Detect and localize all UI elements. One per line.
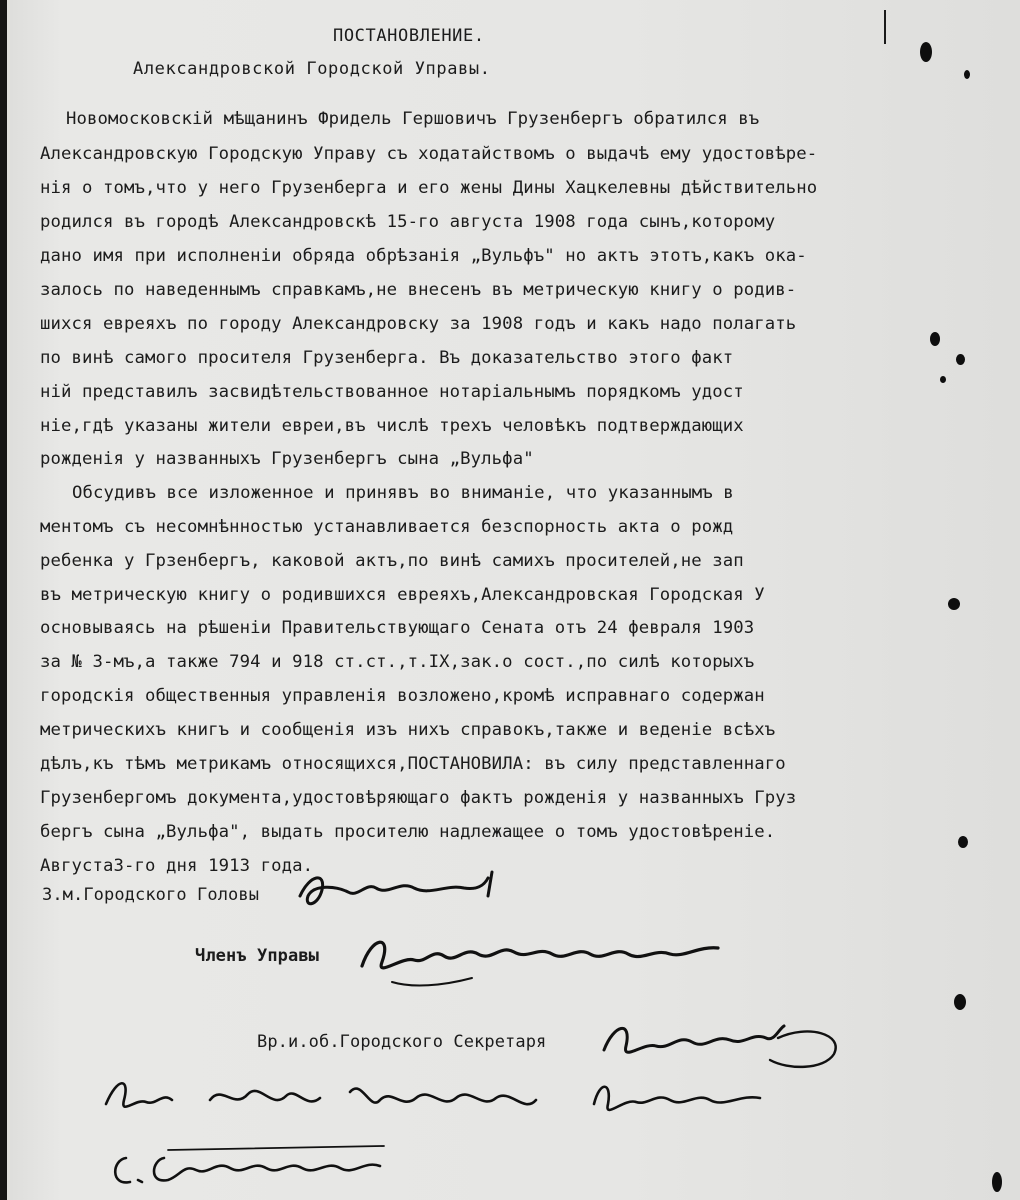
secretary-label: Вр.и.об.Городского Секретаря [257,1032,547,1052]
body-line: дѣлъ,къ тѣмъ метрикамъ относящихся,ПОСТАНОВИЛА: въ силу представленнаго [40,754,786,774]
handwritten-note [100,1070,780,1130]
ink-blot [992,1172,1002,1192]
margin-mark [884,10,886,44]
body-line: Обсудивъ все изложенное и принявъ во вниманіе, что указаннымъ в [72,483,734,503]
body-line: городскія общественныя управленія возложено,кромѣ исправнаго содержан [40,686,765,706]
body-line: ніе,гдѣ указаны жители евреи,въ числѣ трехъ человѣкъ подтверждающих [40,416,744,436]
date-line: Августа3-го дня 1913 года. [40,856,314,876]
body-line: за № 3-мъ,а также 794 и 918 ст.ст.,т.IX,зак.о сост.,по силѣ которыхъ [40,652,755,672]
body-line: залось по наведеннымъ справкамъ,не внесенъ въ метрическую книгу о родив- [40,280,797,300]
ink-blot [956,354,965,365]
scan-edge [0,0,7,1200]
ink-blot [954,994,966,1010]
body-line: Новомосковскій мѣщанинъ Фридель Гершовичъ Грузенбергъ обратился въ [66,109,760,129]
ink-blot [948,598,960,610]
body-line: ментомъ съ несомнѣнностью устанавливается безспорность акта о рожд [40,517,734,537]
body-line: въ метрическую книгу о родившихся евреяхъ,Александровская Городская У [40,585,765,605]
ink-blot [920,42,932,62]
body-line: дано имя при исполненіи обряда обрѣзанія „Вульфъ" но актъ этотъ,какъ ока- [40,246,807,266]
body-line: нія о томъ,что у него Грузенберга и его жены Дины Хацкелевны дѣйствительно [40,178,818,198]
ink-blot [958,836,968,848]
body-line: родился въ городѣ Александровскѣ 15-го августа 1908 года сынъ,которому [40,212,776,232]
ink-blot [930,332,940,346]
mayor-signature [296,866,506,916]
body-line: ній представилъ засвидѣтельствованное нотаріальнымъ порядкомъ удост [40,382,744,402]
body-line: рожденія у названныхъ Грузенбергъ сына „Вульфа" [40,449,534,469]
handwritten-name [108,1136,398,1196]
body-line: метрическихъ книгъ и сообщенія изъ нихъ справокъ,также и веденіе всѣхъ [40,720,776,740]
body-line: шихся евреяхъ по городу Александровску за 1908 годъ и какъ надо полагать [40,314,797,334]
body-line: Александровскую Городскую Управу съ ходатайствомъ о выдачѣ ему удостовѣре- [40,144,818,164]
ink-blot [964,70,970,79]
document-title: ПОСТАНОВЛЕНИЕ. [333,26,485,46]
document-subtitle: Александровской Городской Управы. [133,59,491,79]
member-label: Членъ Управы [195,946,320,966]
ink-blot [940,376,946,383]
secretary-signature [598,1008,848,1078]
body-line: бергъ сына „Вульфа", выдать просителю надлежащее о томъ удостовѣреніе. [40,822,776,842]
body-line: по винѣ самого просителя Грузенберга. Въ доказательство этого факт [40,348,734,368]
body-line: Грузенбергомъ документа,удостовѣряющаго фактъ рожденія у названныхъ Груз [40,788,797,808]
member-signature [352,926,732,996]
body-line: основываясь на рѣшеніи Правительствующаго Сената отъ 24 февраля 1903 [40,618,755,638]
mayor-label: З.м.Городского Головы [42,885,260,905]
body-line: ребенка у Грзенбергъ, каковой актъ,по винѣ самихъ просителей,не зап [40,551,744,571]
